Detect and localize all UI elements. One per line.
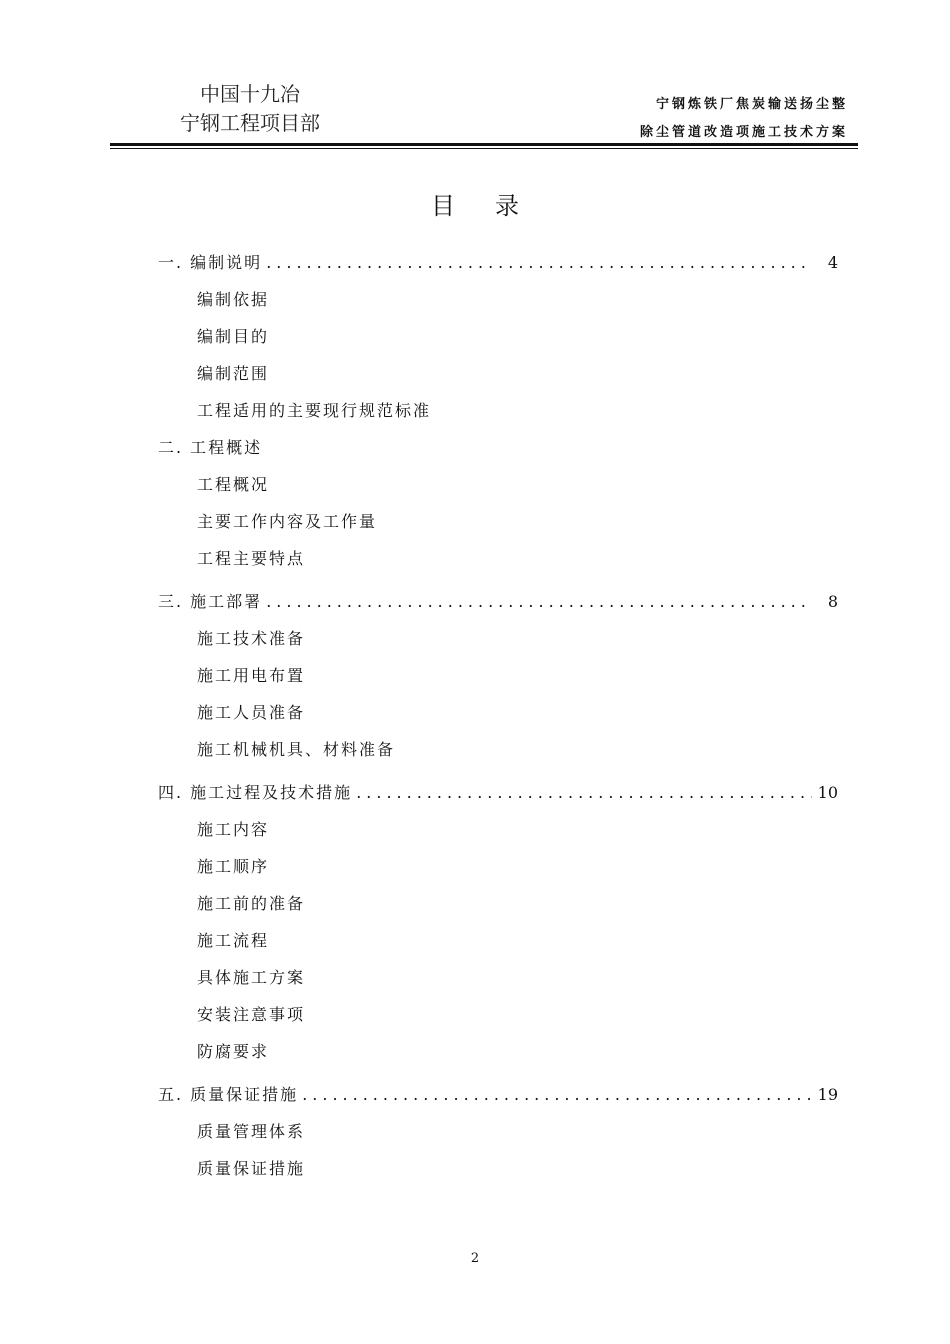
- toc-leader-dots: [356, 774, 812, 811]
- toc-leader-dots: [266, 244, 812, 281]
- toc-subitem[interactable]: 施工顺序: [197, 857, 270, 876]
- toc-subitem[interactable]: 质量保证措施: [197, 1159, 306, 1178]
- toc-section-label: 一. 编制说明: [158, 253, 263, 272]
- header-org: [150, 80, 350, 138]
- toc-subitem[interactable]: 施工流程: [197, 931, 270, 950]
- header-doc-line1: 宁钢炼铁厂焦炭输送扬尘整: [655, 97, 848, 112]
- toc-section[interactable]: [158, 1076, 838, 1113]
- header-doc-line2: 除尘管道改造项施工技术方案: [639, 125, 848, 140]
- toc-page-number: 8: [827, 592, 838, 611]
- toc-subitem[interactable]: 施工技术准备: [197, 629, 306, 648]
- header-rule-thin: [110, 148, 858, 149]
- toc-subitem[interactable]: 具体施工方案: [197, 968, 306, 987]
- header-org-line1: 中国十九冶: [200, 82, 300, 106]
- toc-subitem[interactable]: 编制范围: [197, 364, 270, 383]
- header-org-line2: 宁钢工程项目部: [180, 111, 320, 135]
- toc-section-label: 三. 施工部署: [158, 592, 263, 611]
- toc-section-label: 四. 施工过程及技术措施: [158, 783, 353, 802]
- header-rule-thick: [110, 143, 858, 146]
- table-of-contents: [158, 244, 838, 1187]
- toc-page-number: 19: [817, 1085, 838, 1104]
- header-doc-title: [588, 91, 848, 147]
- toc-subitem[interactable]: 施工机械机具、材料准备: [197, 740, 396, 759]
- toc-subitem[interactable]: 工程适用的主要现行规范标准: [197, 401, 432, 420]
- toc-section[interactable]: [158, 774, 838, 811]
- toc-subitem[interactable]: 防腐要求: [197, 1042, 270, 1061]
- toc-leader-dots: [266, 583, 812, 620]
- toc-section[interactable]: [158, 244, 838, 281]
- toc-subitem[interactable]: 质量管理体系: [197, 1122, 306, 1141]
- toc-subitem[interactable]: 施工人员准备: [197, 703, 306, 722]
- toc-section[interactable]: [158, 583, 838, 620]
- toc-subitem[interactable]: 工程主要特点: [197, 549, 306, 568]
- toc-subitem[interactable]: 编制依据: [197, 290, 270, 309]
- toc-subitem[interactable]: 工程概况: [197, 475, 270, 494]
- toc-subitem[interactable]: 施工前的准备: [197, 894, 306, 913]
- page-number: 2: [470, 1251, 480, 1266]
- toc-subitem[interactable]: 主要工作内容及工作量: [197, 512, 378, 531]
- toc-subitem[interactable]: 施工内容: [197, 820, 270, 839]
- toc-page-number: 4: [827, 253, 838, 272]
- toc-section-label: 二. 工程概述: [158, 438, 263, 457]
- toc-subitem[interactable]: 施工用电布置: [197, 666, 306, 685]
- toc-page-number: 10: [817, 783, 838, 802]
- toc-subitem[interactable]: 编制目的: [197, 327, 270, 346]
- toc-section-label: 五. 质量保证措施: [158, 1085, 299, 1104]
- toc-leader-dots: [302, 1076, 812, 1113]
- toc-title: 目录: [431, 192, 559, 220]
- toc-subitem[interactable]: 安装注意事项: [197, 1005, 306, 1024]
- toc-section[interactable]: [158, 429, 838, 466]
